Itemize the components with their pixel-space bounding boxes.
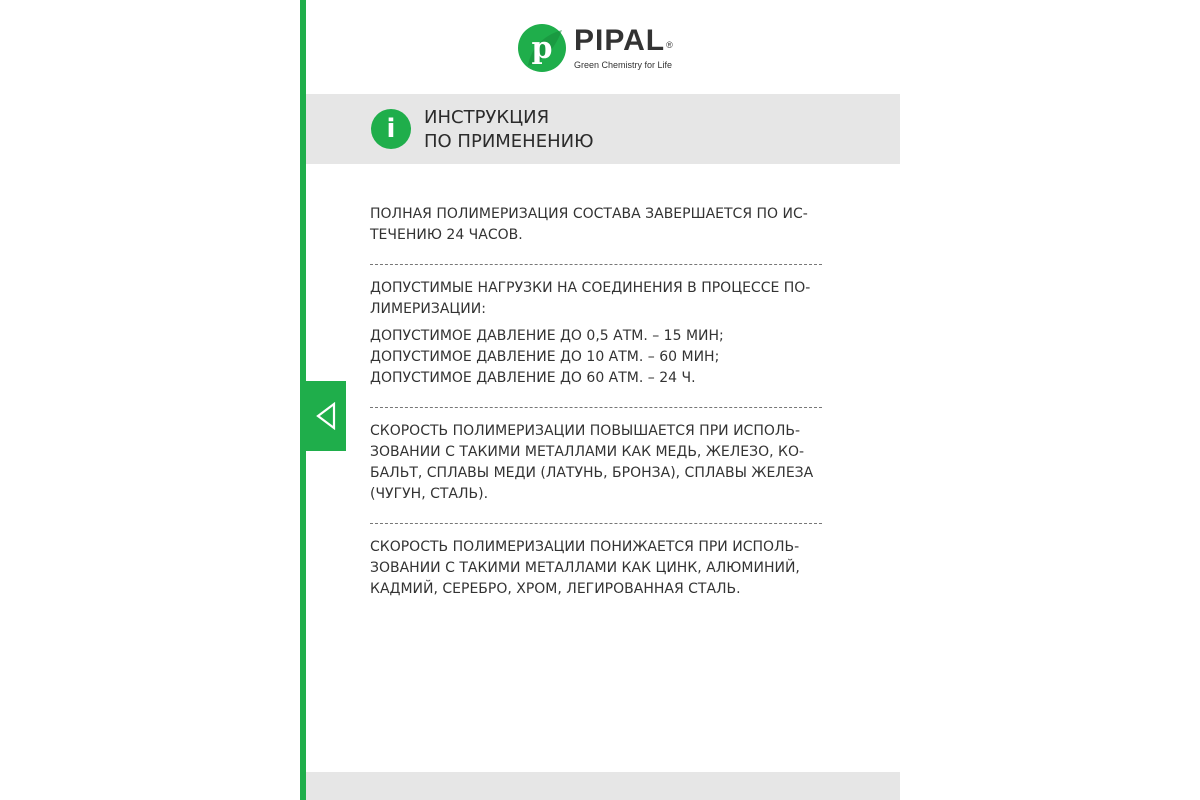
instruction-paragraph: ДОПУСТИМОЕ ДАВЛЕНИЕ ДО 0,5 АТМ. – 15 МИН; ДОПУСТИМОЕ ДАВЛЕНИЕ ДО 10 АТМ. – 60 МИН; ДОПУСТИМОЕ ДАВЛЕНИЕ ДО 60 АТМ. – 24 Ч. bbox=[370, 328, 724, 386]
dashed-separator bbox=[370, 523, 822, 524]
instruction-paragraph: СКОРОСТЬ ПОЛИМЕРИЗАЦИИ ПОВЫШАЕТСЯ ПРИ ИСПОЛЬ- ЗОВАНИИ С ТАКИМИ МЕТАЛЛАМИ КАК МЕДЬ, ЖЕЛЕЗО, КО- БАЛЬТ, СПЛАВЫ МЕДИ (ЛАТУНЬ, БРОНЗА), СПЛАВЫ ЖЕЛЕЗА (ЧУГУН, СТАЛЬ). bbox=[370, 423, 814, 502]
section-header bbox=[306, 94, 900, 164]
dashed-separator bbox=[370, 264, 822, 265]
instruction-block bbox=[370, 421, 822, 505]
dashed-separator bbox=[370, 407, 822, 408]
instruction-paragraph: ПОЛНАЯ ПОЛИМЕРИЗАЦИЯ СОСТАВА ЗАВЕРШАЕТСЯ ПО ИС- ТЕЧЕНИЮ 24 ЧАСОВ. bbox=[370, 206, 808, 243]
instructions-content bbox=[370, 204, 822, 600]
instruction-block bbox=[370, 278, 822, 389]
instruction-block bbox=[370, 204, 822, 246]
document-sheet bbox=[306, 0, 900, 800]
svg-text:p: p bbox=[531, 31, 553, 66]
back-button[interactable] bbox=[306, 381, 346, 451]
info-icon: i bbox=[371, 109, 411, 149]
section-title: ИНСТРУКЦИЯ ПО ПРИМЕНЕНИЮ bbox=[424, 107, 594, 152]
brand-tagline: Green Chemistry for Life bbox=[574, 60, 673, 70]
pipal-logo-icon bbox=[516, 22, 568, 74]
triangle-left-icon bbox=[315, 402, 337, 430]
instruction-paragraph: ДОПУСТИМЫЕ НАГРУЗКИ НА СОЕДИНЕНИЯ В ПРОЦЕССЕ ПО- ЛИМЕРИЗАЦИИ: bbox=[370, 280, 811, 317]
brand-logo bbox=[516, 20, 673, 76]
footer-band bbox=[306, 772, 900, 800]
instruction-block bbox=[370, 537, 822, 600]
brand-name: PIPAL® bbox=[574, 24, 674, 57]
instruction-paragraph: СКОРОСТЬ ПОЛИМЕРИЗАЦИИ ПОНИЖАЕТСЯ ПРИ ИСПОЛЬ- ЗОВАНИИ С ТАКИМИ МЕТАЛЛАМИ КАК ЦИНК, АЛЮМИНИЙ, КАДМИЙ, СЕРЕБРО, ХРОМ, ЛЕГИРОВАННАЯ СТАЛЬ. bbox=[370, 539, 800, 597]
